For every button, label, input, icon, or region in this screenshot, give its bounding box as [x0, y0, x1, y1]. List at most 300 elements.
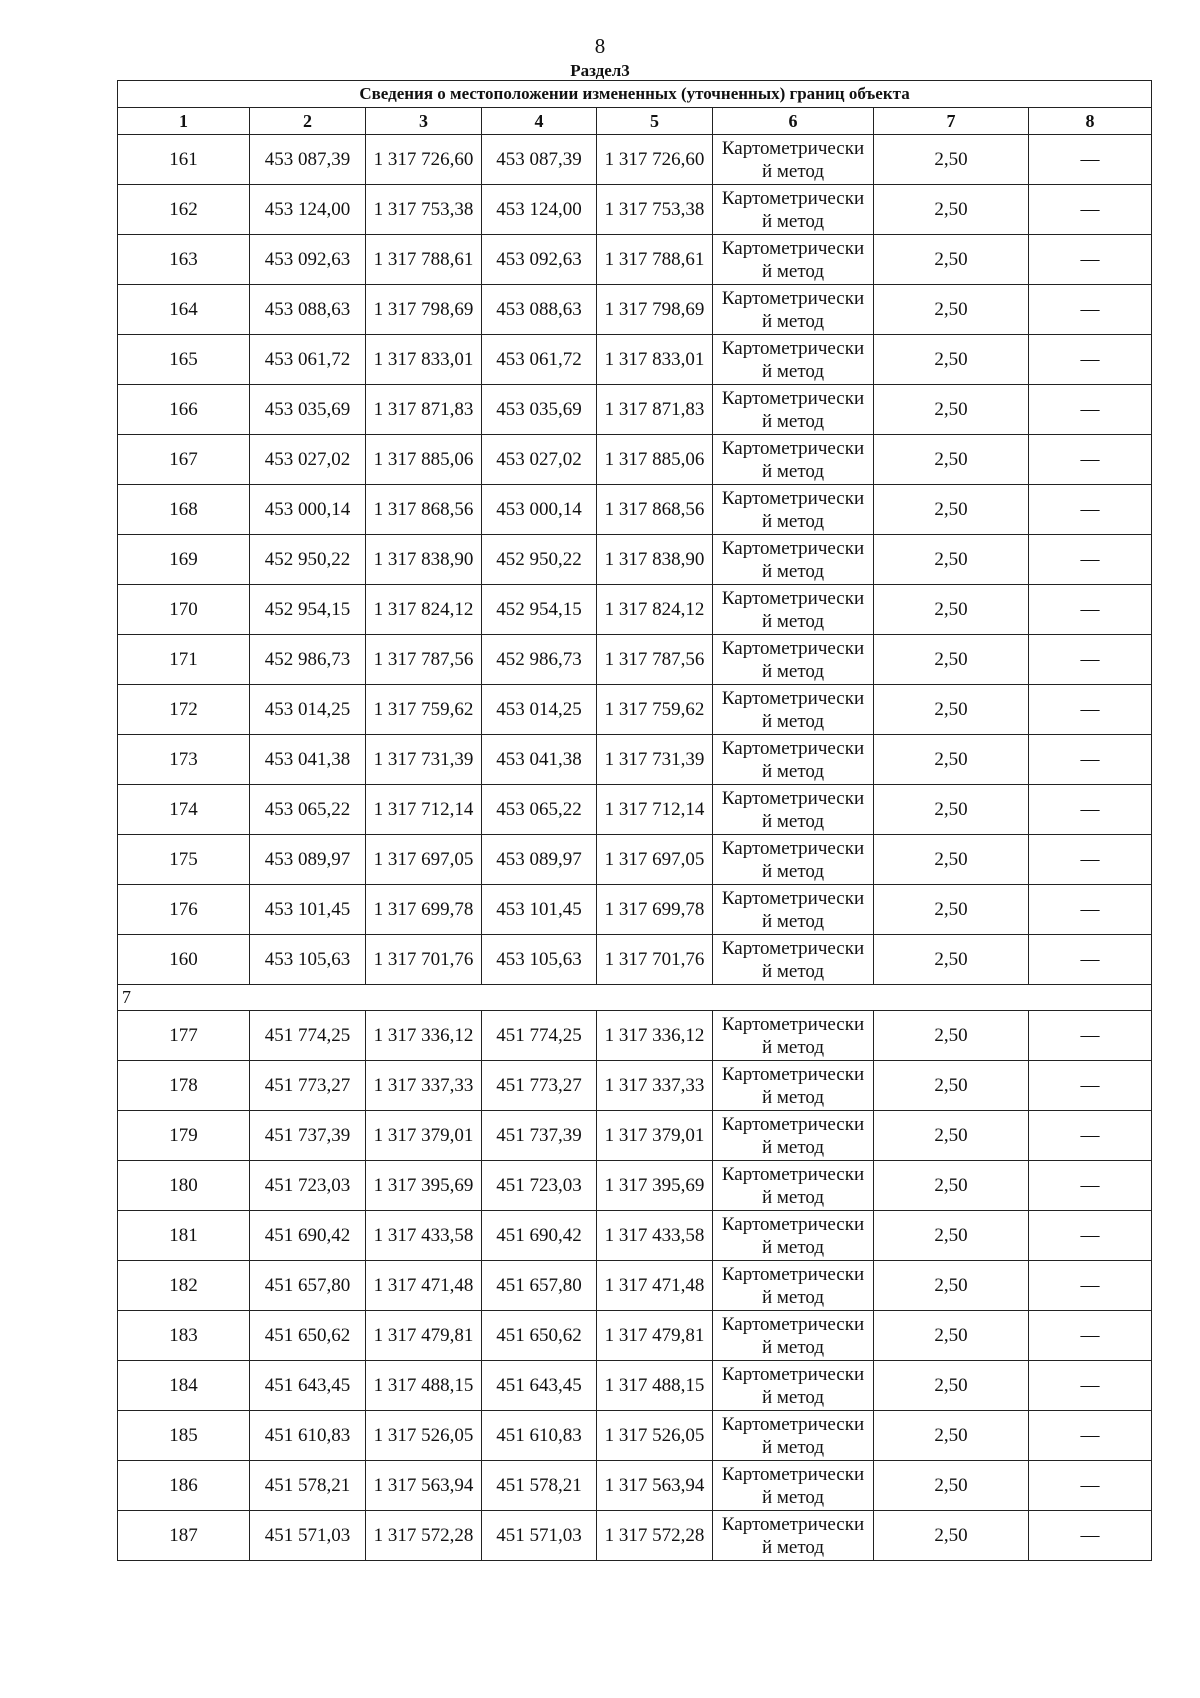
method-line-1: Картометрически	[721, 137, 865, 159]
precision-cell: 2,50	[874, 385, 1029, 435]
point-number-cell: 160	[118, 935, 250, 985]
point-number-cell: 175	[118, 835, 250, 885]
refined-x-cell: 453 061,72	[482, 335, 597, 385]
existing-y-cell: 1 317 699,78	[366, 885, 482, 935]
point-number-cell: 184	[118, 1361, 250, 1411]
refined-x-cell: 451 773,27	[482, 1061, 597, 1111]
method-line-2: й метод	[761, 160, 825, 182]
existing-x-cell: 453 092,63	[250, 235, 366, 285]
method-cell	[713, 685, 874, 735]
existing-x-cell: 452 986,73	[250, 635, 366, 685]
existing-y-cell: 1 317 337,33	[366, 1061, 482, 1111]
precision-cell: 2,50	[874, 1361, 1029, 1411]
existing-y-cell: 1 317 701,76	[366, 935, 482, 985]
method-line-1: Картометрически	[721, 1213, 865, 1235]
point-number-cell: 187	[118, 1511, 250, 1561]
contour-group-1	[118, 135, 1152, 985]
method-line-1: Картометрически	[721, 887, 865, 909]
existing-y-cell: 1 317 787,56	[366, 635, 482, 685]
description-cell: —	[1029, 685, 1152, 735]
refined-y-cell: 1 317 871,83	[597, 385, 713, 435]
existing-x-cell: 453 014,25	[250, 685, 366, 735]
refined-x-cell: 451 610,83	[482, 1411, 597, 1461]
method-line-1: Картометрически	[721, 587, 865, 609]
precision-cell: 2,50	[874, 335, 1029, 385]
precision-cell: 2,50	[874, 1211, 1029, 1261]
refined-y-cell: 1 317 787,56	[597, 635, 713, 685]
method-cell	[713, 585, 874, 635]
table-row	[118, 235, 1152, 285]
existing-x-cell: 453 088,63	[250, 285, 366, 335]
table-row	[118, 1311, 1152, 1361]
table-row	[118, 185, 1152, 235]
refined-y-cell: 1 317 726,60	[597, 135, 713, 185]
table-row	[118, 685, 1152, 735]
method-line-2: й метод	[761, 260, 825, 282]
method-line-2: й метод	[761, 1336, 825, 1358]
existing-y-cell: 1 317 563,94	[366, 1461, 482, 1511]
method-cell	[713, 635, 874, 685]
refined-y-cell: 1 317 759,62	[597, 685, 713, 735]
method-line-2: й метод	[761, 1036, 825, 1058]
method-cell	[713, 535, 874, 585]
column-number: 4	[482, 108, 597, 135]
point-number-cell: 165	[118, 335, 250, 385]
refined-y-cell: 1 317 868,56	[597, 485, 713, 535]
existing-y-cell: 1 317 395,69	[366, 1161, 482, 1211]
method-cell	[713, 1461, 874, 1511]
method-cell	[713, 185, 874, 235]
precision-cell: 2,50	[874, 1161, 1029, 1211]
description-cell: —	[1029, 1411, 1152, 1461]
refined-x-cell: 453 101,45	[482, 885, 597, 935]
refined-x-cell: 451 657,80	[482, 1261, 597, 1311]
existing-y-cell: 1 317 488,15	[366, 1361, 482, 1411]
precision-cell: 2,50	[874, 535, 1029, 585]
refined-x-cell: 453 105,63	[482, 935, 597, 985]
existing-x-cell: 453 089,97	[250, 835, 366, 885]
refined-x-cell: 453 124,00	[482, 185, 597, 235]
method-line-2: й метод	[761, 810, 825, 832]
table-row	[118, 885, 1152, 935]
existing-x-cell: 451 773,27	[250, 1061, 366, 1111]
precision-cell: 2,50	[874, 135, 1029, 185]
point-number-cell: 169	[118, 535, 250, 585]
precision-cell: 2,50	[874, 1011, 1029, 1061]
method-cell	[713, 335, 874, 385]
refined-x-cell: 453 000,14	[482, 485, 597, 535]
method-line-1: Картометрически	[721, 337, 865, 359]
table-row	[118, 1511, 1152, 1561]
description-cell: —	[1029, 385, 1152, 435]
existing-x-cell: 453 041,38	[250, 735, 366, 785]
existing-x-cell: 453 061,72	[250, 335, 366, 385]
precision-cell: 2,50	[874, 1461, 1029, 1511]
contour-label: 7	[118, 985, 1152, 1011]
existing-x-cell: 451 690,42	[250, 1211, 366, 1261]
description-cell: —	[1029, 185, 1152, 235]
existing-y-cell: 1 317 731,39	[366, 735, 482, 785]
existing-x-cell: 452 950,22	[250, 535, 366, 585]
description-cell: —	[1029, 1311, 1152, 1361]
column-number: 3	[366, 108, 482, 135]
point-number-cell: 170	[118, 585, 250, 635]
method-cell	[713, 785, 874, 835]
existing-y-cell: 1 317 871,83	[366, 385, 482, 435]
refined-x-cell: 451 578,21	[482, 1461, 597, 1511]
description-cell: —	[1029, 1061, 1152, 1111]
point-number-cell: 176	[118, 885, 250, 935]
method-cell	[713, 1011, 874, 1061]
method-cell	[713, 435, 874, 485]
refined-y-cell: 1 317 479,81	[597, 1311, 713, 1361]
refined-y-cell: 1 317 838,90	[597, 535, 713, 585]
precision-cell: 2,50	[874, 835, 1029, 885]
method-cell	[713, 235, 874, 285]
refined-y-cell: 1 317 824,12	[597, 585, 713, 635]
description-cell: —	[1029, 1511, 1152, 1561]
refined-x-cell: 453 027,02	[482, 435, 597, 485]
method-cell	[713, 135, 874, 185]
method-line-1: Картометрически	[721, 437, 865, 459]
table-row	[118, 385, 1152, 435]
existing-y-cell: 1 317 379,01	[366, 1111, 482, 1161]
precision-cell: 2,50	[874, 185, 1029, 235]
existing-x-cell: 451 578,21	[250, 1461, 366, 1511]
refined-x-cell: 453 089,97	[482, 835, 597, 885]
description-cell: —	[1029, 1111, 1152, 1161]
method-line-2: й метод	[761, 1436, 825, 1458]
refined-x-cell: 453 092,63	[482, 235, 597, 285]
existing-y-cell: 1 317 471,48	[366, 1261, 482, 1311]
refined-x-cell: 452 954,15	[482, 585, 597, 635]
existing-y-cell: 1 317 868,56	[366, 485, 482, 535]
precision-cell: 2,50	[874, 585, 1029, 635]
refined-y-cell: 1 317 798,69	[597, 285, 713, 335]
existing-y-cell: 1 317 433,58	[366, 1211, 482, 1261]
existing-x-cell: 453 035,69	[250, 385, 366, 435]
method-line-1: Картометрически	[721, 187, 865, 209]
existing-x-cell: 451 723,03	[250, 1161, 366, 1211]
existing-y-cell: 1 317 753,38	[366, 185, 482, 235]
table-row	[118, 1161, 1152, 1211]
description-cell: —	[1029, 135, 1152, 185]
precision-cell: 2,50	[874, 935, 1029, 985]
method-line-2: й метод	[761, 1536, 825, 1558]
column-number: 2	[250, 108, 366, 135]
refined-x-cell: 453 035,69	[482, 385, 597, 435]
point-number-cell: 185	[118, 1411, 250, 1461]
description-cell: —	[1029, 585, 1152, 635]
point-number-cell: 180	[118, 1161, 250, 1211]
table-row	[118, 1261, 1152, 1311]
refined-x-cell: 452 950,22	[482, 535, 597, 585]
column-number-row	[118, 108, 1152, 135]
description-cell: —	[1029, 485, 1152, 535]
method-cell	[713, 285, 874, 335]
method-line-2: й метод	[761, 910, 825, 932]
method-line-1: Картометрически	[721, 287, 865, 309]
existing-x-cell: 453 087,39	[250, 135, 366, 185]
method-line-2: й метод	[761, 560, 825, 582]
refined-y-cell: 1 317 471,48	[597, 1261, 713, 1311]
refined-x-cell: 453 041,38	[482, 735, 597, 785]
precision-cell: 2,50	[874, 1411, 1029, 1461]
existing-y-cell: 1 317 526,05	[366, 1411, 482, 1461]
table-row	[118, 485, 1152, 535]
existing-y-cell: 1 317 759,62	[366, 685, 482, 735]
point-number-cell: 174	[118, 785, 250, 835]
method-line-1: Картометрически	[721, 937, 865, 959]
description-cell: —	[1029, 885, 1152, 935]
column-number: 8	[1029, 108, 1152, 135]
description-cell: —	[1029, 235, 1152, 285]
point-number-cell: 167	[118, 435, 250, 485]
description-cell: —	[1029, 785, 1152, 835]
method-cell	[713, 385, 874, 435]
refined-y-cell: 1 317 563,94	[597, 1461, 713, 1511]
precision-cell: 2,50	[874, 235, 1029, 285]
method-line-2: й метод	[761, 1236, 825, 1258]
boundary-coordinates-table	[117, 80, 1152, 1561]
existing-x-cell: 453 124,00	[250, 185, 366, 235]
table-caption: Сведения о местоположении измененных (уточненных) границ объекта	[118, 81, 1152, 108]
point-number-cell: 181	[118, 1211, 250, 1261]
refined-y-cell: 1 317 885,06	[597, 435, 713, 485]
table-row	[118, 1361, 1152, 1411]
refined-x-cell: 452 986,73	[482, 635, 597, 685]
existing-x-cell: 451 643,45	[250, 1361, 366, 1411]
method-line-2: й метод	[761, 1086, 825, 1108]
description-cell: —	[1029, 935, 1152, 985]
precision-cell: 2,50	[874, 785, 1029, 835]
point-number-cell: 182	[118, 1261, 250, 1311]
refined-x-cell: 451 690,42	[482, 1211, 597, 1261]
point-number-cell: 173	[118, 735, 250, 785]
method-line-2: й метод	[761, 1286, 825, 1308]
description-cell: —	[1029, 1361, 1152, 1411]
existing-y-cell: 1 317 824,12	[366, 585, 482, 635]
method-line-2: й метод	[761, 410, 825, 432]
refined-x-cell: 453 087,39	[482, 135, 597, 185]
precision-cell: 2,50	[874, 1511, 1029, 1561]
method-line-2: й метод	[761, 1386, 825, 1408]
contour-group-2	[118, 1011, 1152, 1561]
description-cell: —	[1029, 735, 1152, 785]
method-line-1: Картометрически	[721, 837, 865, 859]
refined-x-cell: 451 723,03	[482, 1161, 597, 1211]
method-line-1: Картометрически	[721, 687, 865, 709]
method-line-2: й метод	[761, 960, 825, 982]
table-row	[118, 335, 1152, 385]
precision-cell: 2,50	[874, 885, 1029, 935]
refined-y-cell: 1 317 379,01	[597, 1111, 713, 1161]
existing-x-cell: 451 610,83	[250, 1411, 366, 1461]
method-cell	[713, 835, 874, 885]
method-line-1: Картометрически	[721, 787, 865, 809]
method-line-1: Картометрически	[721, 387, 865, 409]
column-number: 7	[874, 108, 1029, 135]
method-cell	[713, 885, 874, 935]
method-cell	[713, 1211, 874, 1261]
point-number-cell: 168	[118, 485, 250, 535]
method-line-2: й метод	[761, 760, 825, 782]
precision-cell: 2,50	[874, 485, 1029, 535]
column-number: 6	[713, 108, 874, 135]
column-number: 1	[118, 108, 250, 135]
point-number-cell: 183	[118, 1311, 250, 1361]
description-cell: —	[1029, 635, 1152, 685]
existing-y-cell: 1 317 572,28	[366, 1511, 482, 1561]
refined-y-cell: 1 317 572,28	[597, 1511, 713, 1561]
refined-y-cell: 1 317 833,01	[597, 335, 713, 385]
table-row	[118, 785, 1152, 835]
table-row	[118, 1211, 1152, 1261]
precision-cell: 2,50	[874, 635, 1029, 685]
method-cell	[713, 1411, 874, 1461]
precision-cell: 2,50	[874, 1111, 1029, 1161]
point-number-cell: 171	[118, 635, 250, 685]
description-cell: —	[1029, 535, 1152, 585]
description-cell: —	[1029, 1261, 1152, 1311]
existing-x-cell: 453 105,63	[250, 935, 366, 985]
refined-x-cell: 451 643,45	[482, 1361, 597, 1411]
method-cell	[713, 1061, 874, 1111]
method-cell	[713, 1261, 874, 1311]
table-row	[118, 285, 1152, 335]
method-line-1: Картометрически	[721, 537, 865, 559]
description-cell: —	[1029, 1011, 1152, 1061]
existing-y-cell: 1 317 798,69	[366, 285, 482, 335]
refined-y-cell: 1 317 488,15	[597, 1361, 713, 1411]
existing-y-cell: 1 317 336,12	[366, 1011, 482, 1061]
refined-y-cell: 1 317 697,05	[597, 835, 713, 885]
refined-y-cell: 1 317 753,38	[597, 185, 713, 235]
existing-x-cell: 453 101,45	[250, 885, 366, 935]
table-row	[118, 585, 1152, 635]
table-row	[118, 735, 1152, 785]
description-cell: —	[1029, 835, 1152, 885]
method-line-1: Картометрически	[721, 1063, 865, 1085]
method-cell	[713, 485, 874, 535]
method-cell	[713, 1161, 874, 1211]
refined-y-cell: 1 317 337,33	[597, 1061, 713, 1111]
refined-x-cell: 451 774,25	[482, 1011, 597, 1061]
method-line-1: Картометрически	[721, 1263, 865, 1285]
point-number-cell: 161	[118, 135, 250, 185]
method-line-1: Картометрически	[721, 1013, 865, 1035]
method-line-1: Картометрически	[721, 1413, 865, 1435]
existing-y-cell: 1 317 788,61	[366, 235, 482, 285]
method-line-2: й метод	[761, 1186, 825, 1208]
method-line-2: й метод	[761, 860, 825, 882]
precision-cell: 2,50	[874, 1261, 1029, 1311]
point-number-cell: 166	[118, 385, 250, 435]
table-row	[118, 1061, 1152, 1111]
refined-y-cell: 1 317 699,78	[597, 885, 713, 935]
description-cell: —	[1029, 1211, 1152, 1261]
existing-x-cell: 452 954,15	[250, 585, 366, 635]
point-number-cell: 162	[118, 185, 250, 235]
refined-x-cell: 453 088,63	[482, 285, 597, 335]
existing-x-cell: 451 737,39	[250, 1111, 366, 1161]
method-line-1: Картометрически	[721, 487, 865, 509]
method-line-1: Картометрически	[721, 1363, 865, 1385]
method-line-1: Картометрически	[721, 737, 865, 759]
method-line-2: й метод	[761, 460, 825, 482]
existing-x-cell: 453 065,22	[250, 785, 366, 835]
precision-cell: 2,50	[874, 1061, 1029, 1111]
refined-y-cell: 1 317 395,69	[597, 1161, 713, 1211]
description-cell: —	[1029, 1161, 1152, 1211]
precision-cell: 2,50	[874, 285, 1029, 335]
method-cell	[713, 735, 874, 785]
precision-cell: 2,50	[874, 1311, 1029, 1361]
refined-y-cell: 1 317 336,12	[597, 1011, 713, 1061]
refined-x-cell: 451 571,03	[482, 1511, 597, 1561]
method-line-1: Картометрически	[721, 1513, 865, 1535]
point-number-cell: 179	[118, 1111, 250, 1161]
existing-x-cell: 451 571,03	[250, 1511, 366, 1561]
method-line-2: й метод	[761, 1136, 825, 1158]
method-line-1: Картометрически	[721, 637, 865, 659]
existing-y-cell: 1 317 838,90	[366, 535, 482, 585]
existing-y-cell: 1 317 479,81	[366, 1311, 482, 1361]
method-cell	[713, 1311, 874, 1361]
method-cell	[713, 935, 874, 985]
refined-y-cell: 1 317 433,58	[597, 1211, 713, 1261]
existing-x-cell: 453 000,14	[250, 485, 366, 535]
section-title: Раздел3	[570, 61, 630, 80]
method-line-2: й метод	[761, 510, 825, 532]
point-number-cell: 164	[118, 285, 250, 335]
point-number-cell: 172	[118, 685, 250, 735]
table-row	[118, 535, 1152, 585]
description-cell: —	[1029, 435, 1152, 485]
refined-x-cell: 453 014,25	[482, 685, 597, 735]
table-row	[118, 1411, 1152, 1461]
existing-x-cell: 451 657,80	[250, 1261, 366, 1311]
point-number-cell: 177	[118, 1011, 250, 1061]
refined-x-cell: 451 650,62	[482, 1311, 597, 1361]
existing-x-cell: 451 774,25	[250, 1011, 366, 1061]
existing-y-cell: 1 317 726,60	[366, 135, 482, 185]
refined-y-cell: 1 317 731,39	[597, 735, 713, 785]
existing-y-cell: 1 317 712,14	[366, 785, 482, 835]
precision-cell: 2,50	[874, 735, 1029, 785]
method-line-2: й метод	[761, 310, 825, 332]
description-cell: —	[1029, 285, 1152, 335]
existing-y-cell: 1 317 833,01	[366, 335, 482, 385]
point-number-cell: 178	[118, 1061, 250, 1111]
refined-x-cell: 451 737,39	[482, 1111, 597, 1161]
table-row	[118, 1011, 1152, 1061]
description-cell: —	[1029, 1461, 1152, 1511]
method-line-2: й метод	[761, 360, 825, 382]
table-row	[118, 1461, 1152, 1511]
existing-y-cell: 1 317 885,06	[366, 435, 482, 485]
method-line-2: й метод	[761, 710, 825, 732]
method-cell	[713, 1511, 874, 1561]
column-number: 5	[597, 108, 713, 135]
method-line-2: й метод	[761, 1486, 825, 1508]
page-number: 8	[594, 34, 606, 58]
existing-y-cell: 1 317 697,05	[366, 835, 482, 885]
refined-y-cell: 1 317 788,61	[597, 235, 713, 285]
refined-x-cell: 453 065,22	[482, 785, 597, 835]
table-row	[118, 435, 1152, 485]
method-line-1: Картометрически	[721, 1313, 865, 1335]
